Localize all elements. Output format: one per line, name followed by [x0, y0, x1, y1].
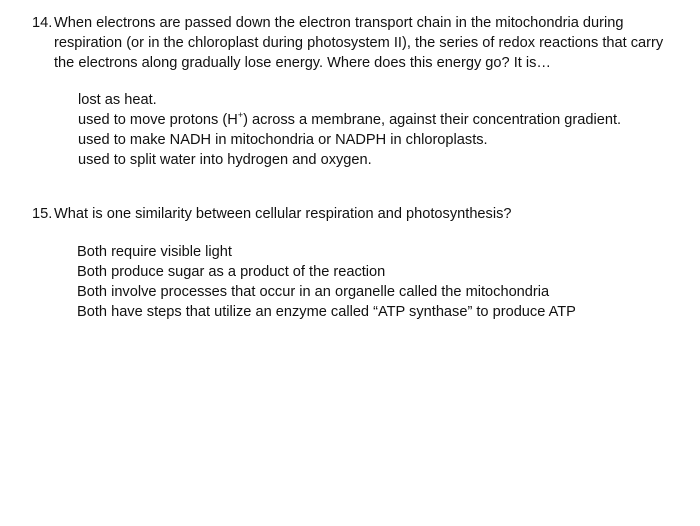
q14-option-4: used to split water into hydrogen and oxygen.	[78, 152, 372, 168]
question-14-number: 14.	[32, 15, 53, 31]
q14-option-2-start: used to move protons (H	[78, 112, 238, 128]
question-14	[32, 13, 672, 73]
q14-option-3: used to make NADH in mitochondria or NADPH in chloroplasts.	[78, 132, 488, 148]
question-15-number: 15.	[32, 206, 53, 222]
q14-option-1: lost as heat.	[78, 92, 157, 108]
q14-option-2-end: ) across a membrane, against their concentration gradient.	[243, 112, 622, 128]
q15-option-3: Both involve processes that occur in an organelle called the mitochondria	[77, 284, 550, 300]
q15-option-1: Both require visible light	[77, 244, 232, 260]
question-14-options	[78, 90, 621, 170]
question-14-text: When electrons are passed down the electron transport chain in the mitochondria during respiration (or in the chloroplast during photosystem II), the series of redox reactions that carry the electrons along gradually lose energy. Where does this energy go? It is…	[54, 15, 664, 71]
question-15	[32, 204, 672, 224]
q15-option-2: Both produce sugar as a product of the reaction	[77, 264, 386, 280]
q14-option-2-superscript: +	[237, 110, 244, 121]
question-15-text: What is one similarity between cellular respiration and photosynthesis?	[54, 206, 512, 222]
q15-option-4: Both have steps that utilize an enzyme called “ATP synthase” to produce ATP	[77, 304, 576, 320]
q14-option-2	[78, 110, 621, 130]
question-15-options	[77, 242, 576, 322]
